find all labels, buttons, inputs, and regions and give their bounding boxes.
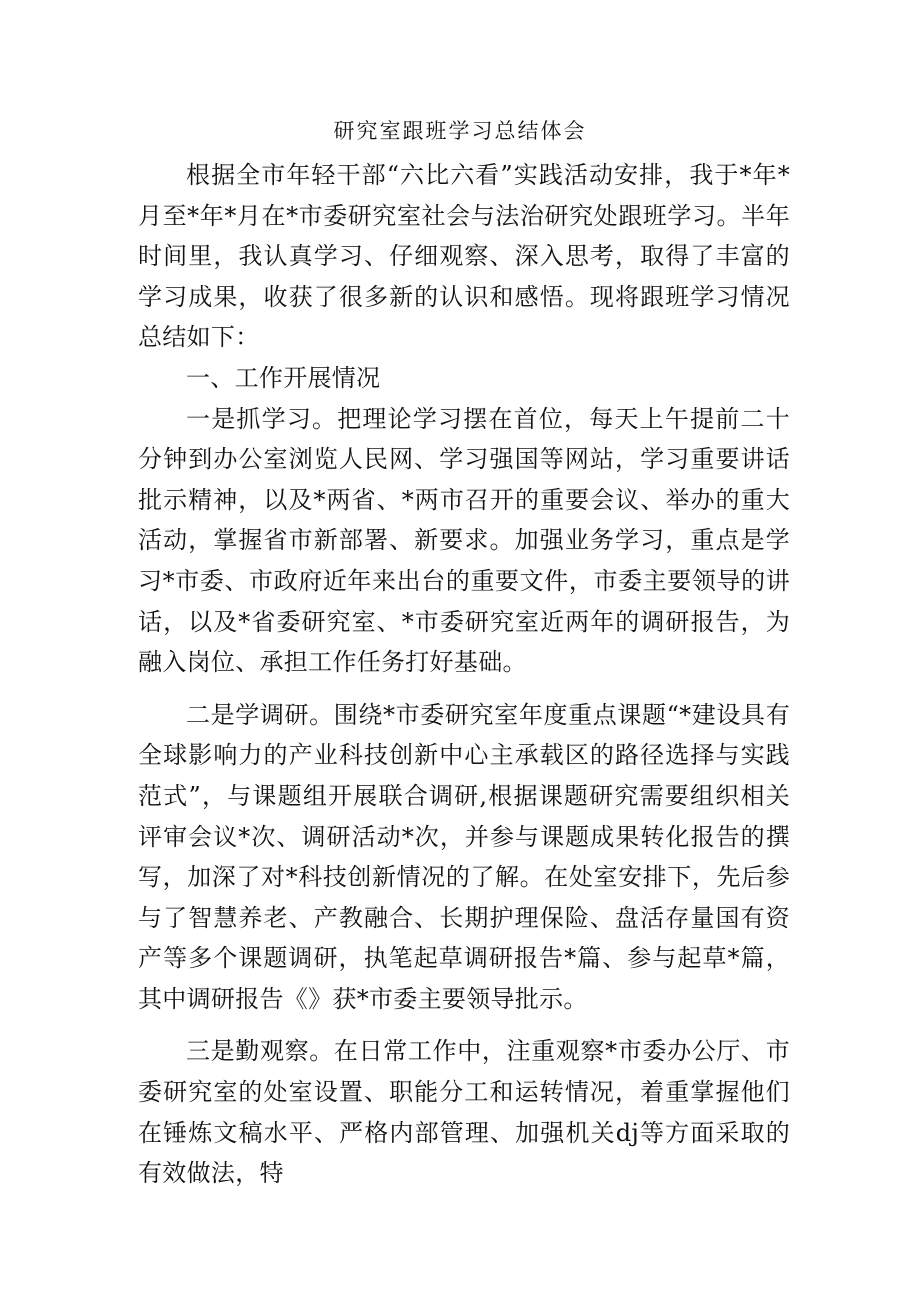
research-paragraph: 二是学调研。围绕*市委研究室年度重点课题“*建设具有全球影响力的产业科技创新中心主承载区的路径选择与实践范式”，与课题组开展联合调研,根据课题研究需要组织相关评审会议*次、调研活动*次，并参与课题成果转化报告的撰写，加深了对*科技创新情况的了解。在处室安排下，先后参与了智慧养老、产教融合、长期护理保险、盘活存量国有资产等多个课题调研，执笔起草调研报告*篇、参与起草*篇，其中调研报告《》获*市委主要领导批示。: [138, 700, 790, 1013]
study-paragraph: 一是抓学习。把理论学习摆在首位，每天上午提前二十分钟到办公室浏览人民网、学习强国等网站，学习重要讲话批示精神，以及*两省、*两市召开的重要会议、举办的重大活动，掌握省市新部署、新要求。加强业务学习，重点是学习*市委、市政府近年来出台的重要文件，市委主要领导的讲话，以及*省委研究室、*市委研究室近两年的调研报告，为融入岗位、承担工作任务打好基础。: [138, 404, 790, 677]
document-title: 研究室跟班学习总结体会: [333, 119, 587, 143]
section-heading: 一、工作开展情况: [186, 363, 381, 392]
intro-paragraph: 根据全市年轻干部“六比六看”实践活动安排，我于*年*月至*年*月在*市委研究室社会与法治研究处跟班学习。半年时间里，我认真学习、仔细观察、深入思考，取得了丰富的学习成果，收获了很多新的认识和感悟。现将跟班学习情况总结如下：: [138, 161, 790, 352]
observation-paragraph: 三是勤观察。在日常工作中，注重观察*市委办公厅、市委研究室的处室设置、职能分工和运转情况，着重掌握他们在锤炼文稿水平、严格内部管理、加强机关dj等方面采取的有效做法，特: [138, 1037, 790, 1188]
document-body: [138, 155, 790, 1194]
